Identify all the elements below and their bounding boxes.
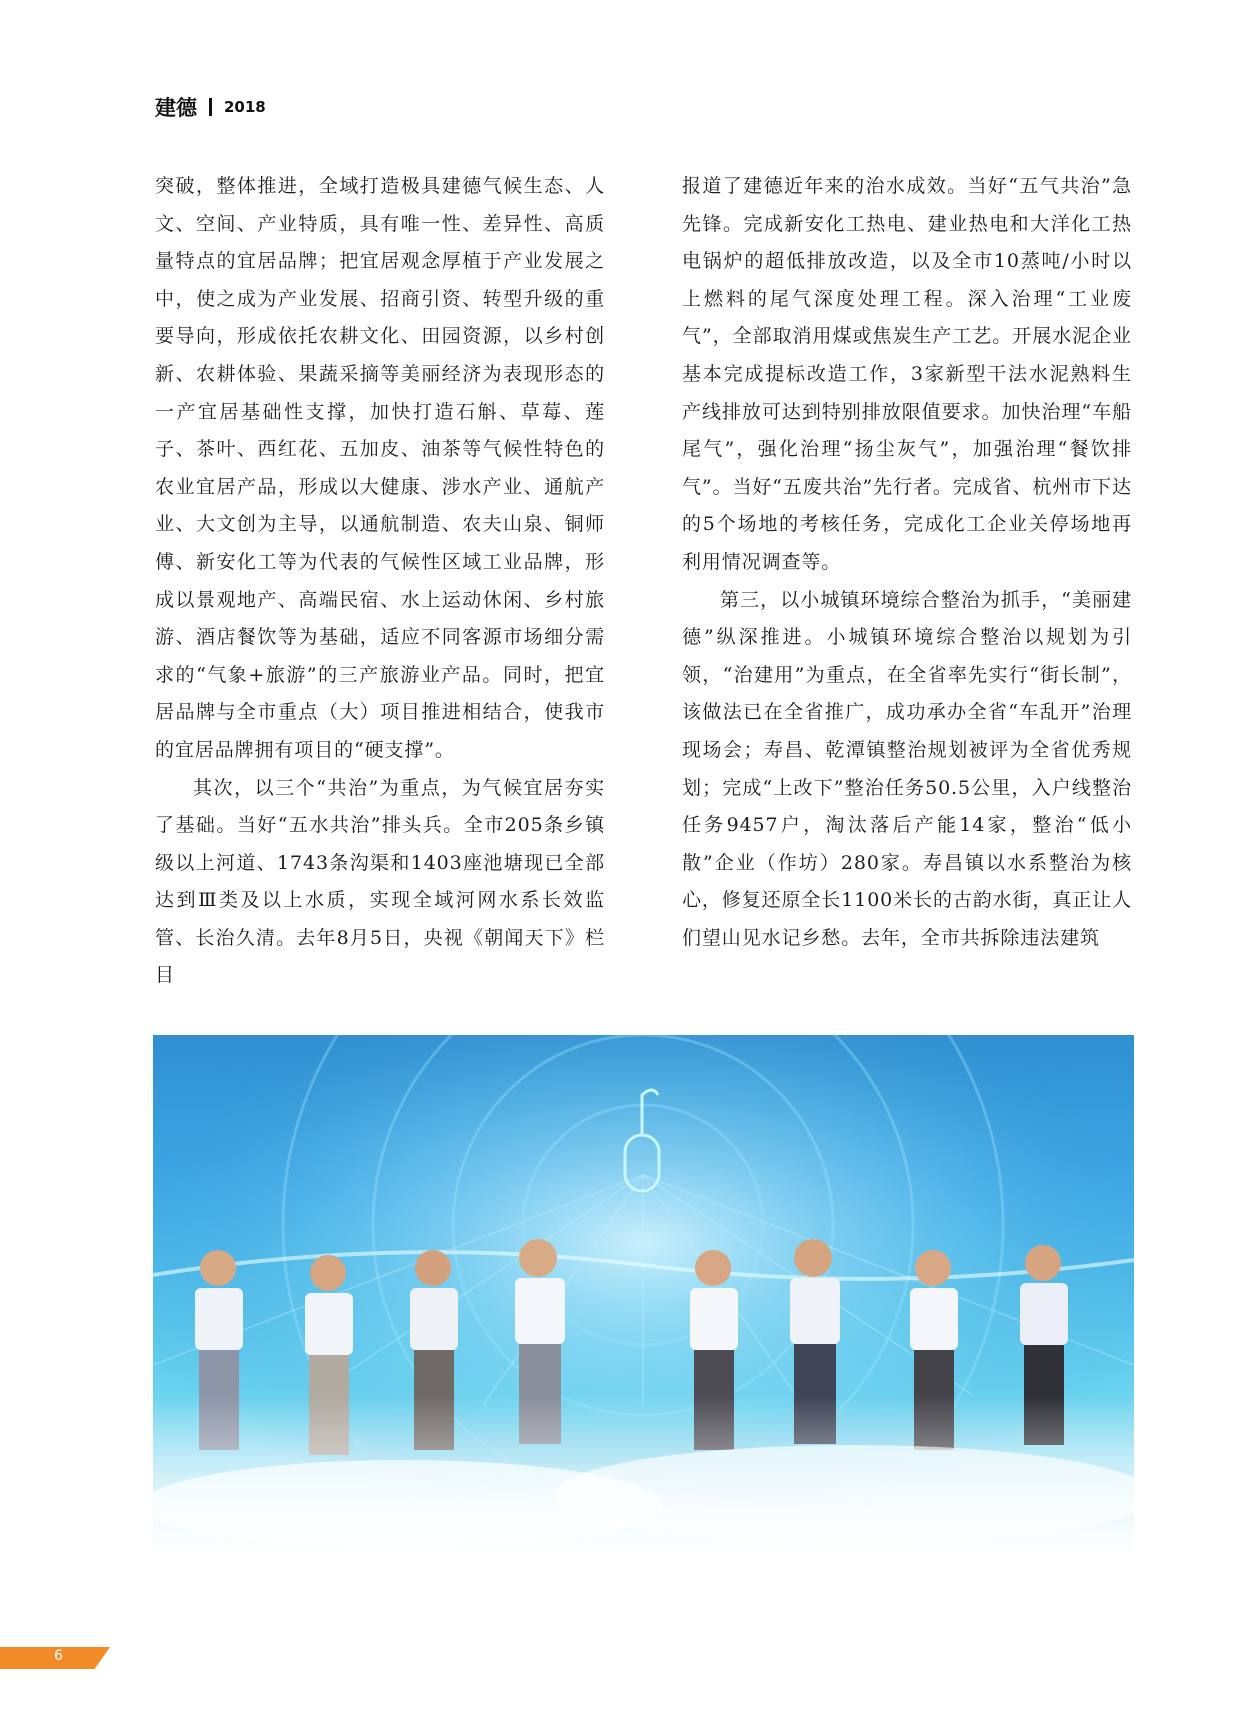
header-divider [209,98,212,116]
left-paragraph-2: 其次，以三个“共治”为重点，为气候宜居夯实了基础。当好“五水共治”排头兵。全市205条乡镇级以上河道、1743条沟渠和1403座池塘现已全部达到Ⅲ类及以上水质，实现全域河网水系长效监管、长治久清。去年8月5日，央视《朝闻天下》栏目 [155,776,605,987]
running-header [155,92,266,122]
ceremony-photo [153,1035,1134,1555]
right-paragraph-2: 第三，以小城镇环境综合整治为抓手，“美丽建德”纵深推进。小城镇环境综合整治以规划为引领，“治建用”为重点，在全省率先实行“街长制”，该做法已在全省推广，成功承办全省“车乱开”治理现场会；寿昌、乾潭镇整治规划被评为全省优秀规划；完成“上改下”整治任务50.5公里，入户线整治任务9457户，淘汰落后产能14家，整治“低小散”企业（作坊）280家。寿昌镇以水系整治为核心，修复还原全长1100米长的古韵水街，真正让人们望山见水记乡愁。去年，全市共拆除违法建筑 [682,588,1132,949]
left-column [155,168,605,995]
right-paragraph-1: 报道了建德近年来的治水成效。当好“五气共治”急先锋。完成新安化工热电、建业热电和大洋化工热电锅炉的超低排放改造，以及全市10蒸吨/小时以上燃料的尾气深度处理工程。深入治理“工业废气”，全部取消用煤或焦炭生产工艺。开展水泥企业基本完成提标改造工作，3家新型干法水泥熟料生产线排放可达到特别排放限值要求。加快治理“车船尾气”，强化治理“扬尘灰气”，加强治理“餐饮排气”。当好“五废共治”先行者。完成省、杭州市下达的5个场地的考核任务，完成化工企业关停场地再利用情况调查等。 [682,175,1132,573]
header-year: 2018 [224,98,266,116]
right-column [682,168,1132,957]
left-paragraph-1: 突破，整体推进，全域打造极具建德气候生态、人文、空间、产业特质，具有唯一性、差异性、高质量特点的宜居品牌；把宜居观念厚植于产业发展之中，使之成为产业发展、招商引资、转型升级的重要导向，形成依托农耕文化、田园资源，以乡村创新、农耕体验、果蔬采摘等美丽经济为表现形态的一产宜居基础性支撑，加快打造石斛、草莓、莲子、茶叶、西红花、五加皮、油茶等气候性特色的农业宜居产品，形成以大健康、涉水产业、通航产业、大文创为主导，以通航制造、农夫山泉、铜师傅、新安化工等为代表的气候性区域工业品牌，形成以景观地产、高端民宿、水上运动休闲、乡村旅游、酒店餐饮等为基础，适应不同客源市场细分需求的“气象+旅游”的三产旅游业产品。同时，把宜居品牌与全市重点（大）项目推进相结合，使我市的宜居品牌拥有项目的“硬支撑”。 [155,175,605,761]
ceremony-photo-illustration [153,1035,1134,1555]
header-title: 建德 [155,96,197,120]
page-number: 6 [54,1648,63,1664]
